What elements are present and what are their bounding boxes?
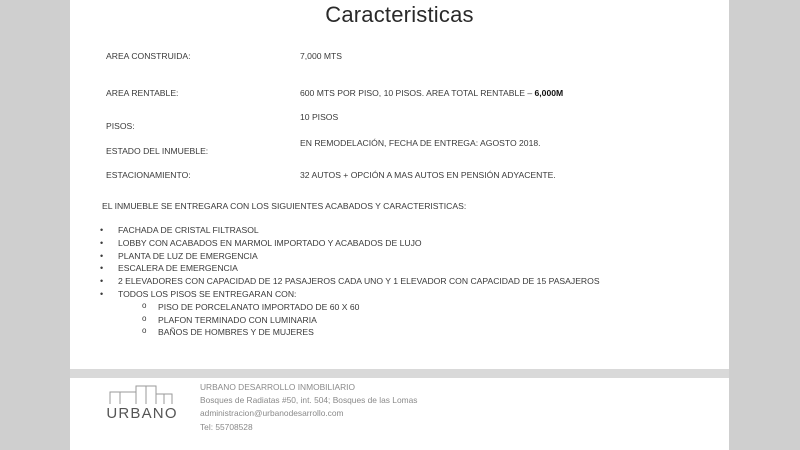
list-item: • LOBBY CON ACABADOS EN MARMOL IMPORTADO Y ACABADOS DE LUJO — [118, 237, 600, 250]
page-title: Caracteristicas — [325, 2, 474, 27]
spec-value-estado: EN REMODELACIÓN, FECHA DE ENTREGA: AGOSTO 2018. — [300, 138, 541, 148]
company-info — [200, 381, 417, 434]
spec-label-pisos: PISOS: — [106, 121, 135, 131]
spec-value-area-rentable-total: 6,000M — [534, 88, 564, 98]
company-address: Bosques de Radiatas #50, int. 504; Bosques de las Lomas — [200, 395, 418, 406]
spec-label-area-construida: AREA CONSTRUIDA: — [106, 51, 191, 61]
sub-list-item: o PISO DE PORCELANATO IMPORTADO DE 60 X 60 — [158, 301, 600, 314]
list-item-label: TODOS LOS PISOS SE ENTREGARAN CON: — [118, 288, 297, 299]
document-page — [70, 0, 729, 450]
spec-label-estado: ESTADO DEL INMUEBLE: — [106, 146, 209, 156]
sub-features-list — [118, 301, 600, 339]
sub-list-item: o PLAFON TERMINADO CON LUMINARIA — [158, 314, 600, 327]
company-name: URBANO DESARROLLO INMOBILIARIO — [200, 382, 355, 392]
list-item: • ESCALERA DE EMERGENCIA — [118, 262, 600, 275]
list-item: • FACHADA DE CRISTAL FILTRASOL — [118, 224, 600, 237]
list-item: • 2 ELEVADORES CON CAPACIDAD DE 12 PASAJEROS CADA UNO Y 1 ELEVADOR CON CAPACIDAD DE 15 PASAJEROS — [118, 275, 600, 288]
footer-divider — [70, 369, 729, 378]
sub-list-item: o BAÑOS DE HOMBRES Y DE MUJERES — [158, 326, 600, 339]
list-item — [118, 288, 600, 338]
spec-label-area-rentable: AREA RENTABLE: — [106, 88, 179, 98]
spec-value-pisos: 10 PISOS — [300, 112, 339, 122]
company-phone: Tel: 55708528 — [200, 421, 253, 432]
spec-value-estacionamiento: 32 AUTOS + OPCIÓN A MAS AUTOS EN PENSIÓN ADYACENTE. — [300, 170, 556, 180]
spec-value-area-rentable-text: 600 MTS POR PISO, 10 PISOS. AREA TOTAL RENTABLE – — [300, 88, 535, 98]
features-intro: EL INMUEBLE SE ENTREGARA CON LOS SIGUIENTES ACABADOS Y CARACTERISTICAS: — [102, 201, 467, 211]
spec-value-area-rentable — [300, 88, 563, 98]
logo-wordmark: URBANO — [106, 405, 178, 422]
list-item: • PLANTA DE LUZ DE EMERGENCIA — [118, 250, 600, 263]
company-email: administracion@urbanodesarrollo.com — [200, 408, 344, 419]
spec-label-estacionamiento: ESTACIONAMIENTO: — [106, 170, 191, 180]
features-list — [88, 224, 600, 338]
spec-value-area-construida: 7,000 MTS — [300, 51, 343, 61]
